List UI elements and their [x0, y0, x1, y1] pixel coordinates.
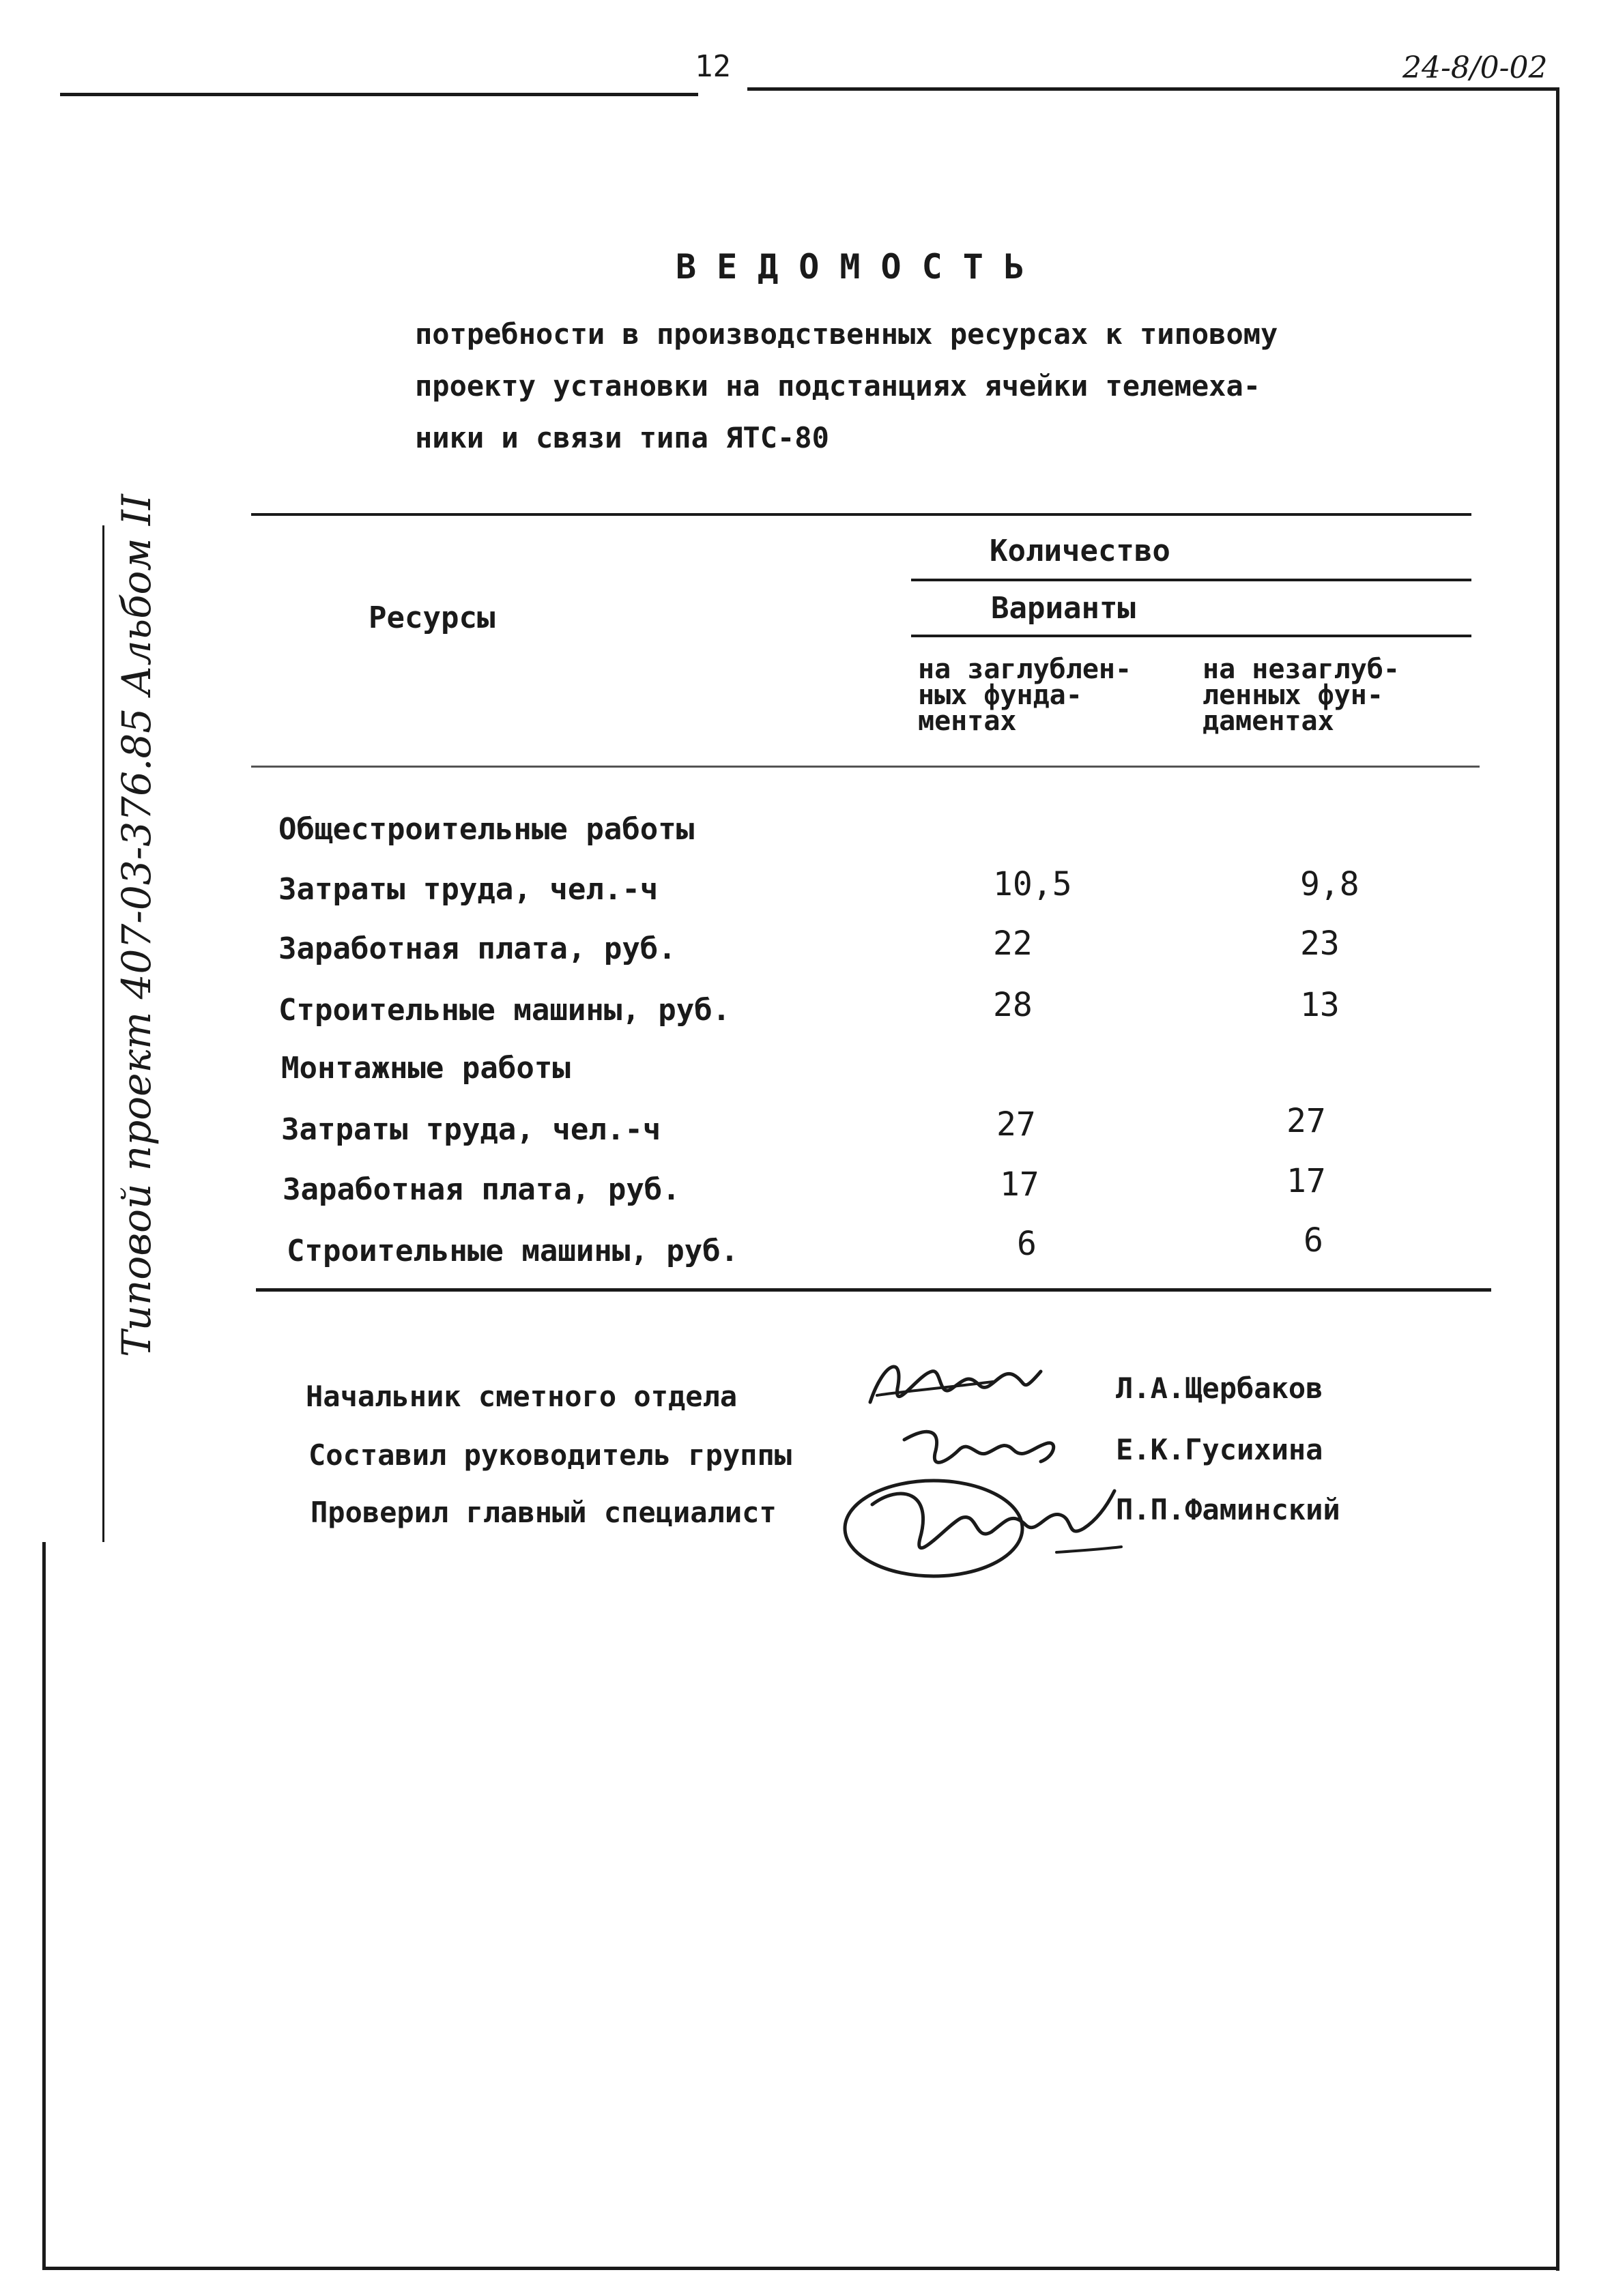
row-label: Заработная плата, руб. [278, 931, 676, 966]
subtitle-line: ники и связи типа ЯТС-80 [415, 421, 829, 454]
row-label: Строительные машины, руб. [278, 993, 731, 1028]
table-header-bottom-rule [251, 766, 1480, 768]
row-value-col1: 28 [993, 986, 1033, 1024]
signature-role: Проверил главный специалист [311, 1496, 777, 1529]
resources-header: Ресурсы [369, 600, 495, 635]
row-value-col2: 17 [1286, 1162, 1326, 1200]
page-left-border [42, 1542, 46, 2269]
col2-header-line: на незаглуб- [1203, 654, 1400, 685]
col1-header-line: ных фунда- [918, 680, 1082, 711]
col1-header-line: ментах [918, 706, 1017, 737]
col1-header-line: на заглублен- [918, 654, 1132, 685]
col2-header-line: ленных фун- [1203, 680, 1383, 711]
row-label: Заработная плата, руб. [283, 1172, 680, 1207]
subtitle-line: проекту установки на подстанциях ячейки телемеха- [415, 369, 1261, 403]
page-number: 12 [695, 49, 731, 84]
col1-header [918, 654, 1132, 737]
document-subtitle [415, 308, 1480, 464]
variants-header: Варианты [991, 591, 1136, 626]
corner-code: 24-8/0-02 [1402, 50, 1548, 85]
row-label: Затраты труда, чел.-ч [278, 872, 659, 907]
row-value-col1: 17 [1000, 1165, 1039, 1204]
side-stamp: Типовой проект 407-03-376.85 Альбом II [113, 494, 160, 1357]
signature-role: Составил руководитель группы [308, 1438, 792, 1472]
page-bottom-border [42, 2267, 1559, 2270]
page-top-rule-right [747, 87, 1559, 91]
subtitle-line: потребности в производственных ресурсах к типовому [415, 317, 1278, 351]
quantity-header-rule [911, 579, 1471, 581]
row-value-col1: 22 [993, 925, 1033, 963]
signature-name: П.П.Фаминский [1116, 1493, 1340, 1526]
row-label: Затраты труда, чел.-ч [281, 1112, 661, 1147]
col2-header-line: даментах [1203, 706, 1334, 737]
quantity-header: Количество [990, 534, 1170, 568]
row-value-col2: 6 [1304, 1221, 1323, 1260]
row-label: Строительные машины, руб. [287, 1234, 739, 1268]
row-value-col2: 9,8 [1300, 865, 1359, 903]
row-value-col1: 10,5 [993, 865, 1072, 903]
handwritten-signature-3 [831, 1464, 1125, 1593]
row-label: Монтажные работы [281, 1051, 571, 1086]
page-top-rule-left [60, 93, 698, 96]
row-value-col2: 23 [1300, 925, 1340, 963]
signature-role: Начальник сметного отдела [306, 1380, 738, 1413]
row-value-col1: 27 [996, 1105, 1036, 1144]
table-top-rule [251, 513, 1471, 516]
signature-name: Е.К.Гусихина [1116, 1433, 1323, 1466]
row-value-col1: 6 [1017, 1225, 1037, 1263]
handwritten-signature-1 [857, 1348, 1054, 1423]
document-title: ВЕДОМОСТЬ [676, 247, 1045, 287]
row-value-col2: 13 [1300, 986, 1340, 1024]
col2-header [1203, 654, 1400, 737]
page-right-border [1556, 87, 1559, 2271]
row-value-col2: 27 [1286, 1102, 1326, 1140]
variants-header-rule [911, 635, 1471, 637]
row-label: Общестроительные работы [278, 812, 695, 847]
table-bottom-rule [256, 1288, 1491, 1292]
signature-name: Л.А.Щербаков [1116, 1371, 1323, 1405]
side-stamp-underline [102, 525, 104, 1542]
